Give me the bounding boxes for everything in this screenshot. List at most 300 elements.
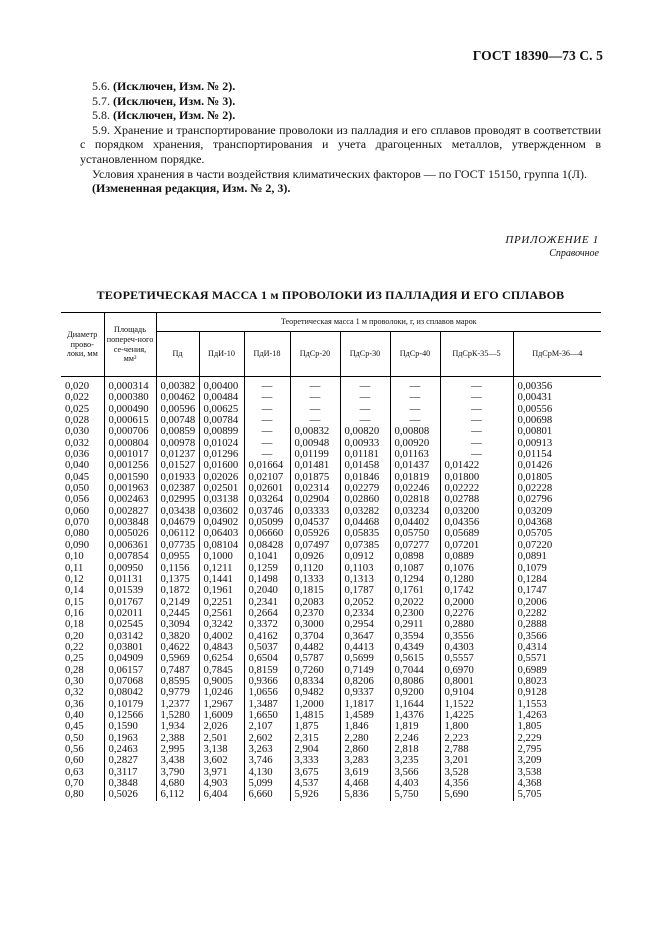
table-cell: 0,001017 — [104, 449, 156, 460]
table-cell: — — [340, 377, 390, 393]
table-cell: 0,00356 — [513, 377, 601, 393]
table-cell: 0,70 — [65, 777, 84, 790]
table-cell: 0,56 — [65, 743, 84, 755]
table-cell: — — [244, 449, 290, 460]
table-cell: 0,01664 — [244, 460, 290, 471]
table-cell: 0,2282 — [513, 608, 601, 619]
table-cell: 0,05835 — [340, 528, 390, 539]
table-cell: 2,229 — [513, 733, 601, 744]
table-cell: 0,63 — [65, 765, 84, 778]
table-cell: 0,00748 — [156, 415, 199, 426]
table-cell: 1,5280 — [156, 710, 199, 721]
table-cell: 0,8595 — [156, 676, 199, 687]
table-cell: 0,00920 — [390, 438, 440, 449]
table-cell: 0,060 — [65, 504, 90, 517]
table-cell: 0,2300 — [390, 608, 440, 619]
table-cell: 0,2341 — [244, 597, 290, 608]
table-cell: 3,790 — [156, 767, 199, 778]
table-cell: 0,00899 — [199, 426, 244, 437]
table-cell: 0,03333 — [290, 506, 340, 517]
table-cell: 0,03234 — [390, 506, 440, 517]
table-cell: 0,006361 — [104, 540, 156, 551]
table-cell: 1,805 — [513, 721, 601, 732]
table-cell: 0,02545 — [104, 619, 156, 630]
table-cell: 0,050 — [65, 482, 90, 495]
table-cell: 0,6254 — [199, 653, 244, 664]
clause-5-9: 5.9. Хранение и транспортирование проволоки из палладия и его сплавов проводят в соответствии с порядком хранения, транспортирования и учета драгоценных металлов, утвержденном в установленном порядке. — [80, 122, 601, 166]
table-cell: 0,045 — [65, 470, 90, 483]
table-cell: 0,7044 — [390, 665, 440, 676]
table-cell: 0,01846 — [340, 472, 390, 483]
table-cell: 0,040 — [65, 459, 90, 472]
table-row — [61, 755, 601, 766]
table-cell: 0,03209 — [513, 506, 601, 517]
appendix-type: Справочное — [549, 248, 599, 259]
table-cell: 2,315 — [290, 733, 340, 744]
table-cell: 3,235 — [390, 755, 440, 766]
table-cell: 0,0891 — [513, 551, 601, 562]
table-cell: 0,03138 — [199, 494, 244, 505]
table-cell: 3,333 — [290, 755, 340, 766]
table-cell: 5,705 — [513, 789, 601, 800]
table-cell: 0,8159 — [244, 665, 290, 676]
table-cell: 1,3487 — [244, 699, 290, 710]
header-grade: Пд — [156, 332, 199, 377]
table-cell: 0,14 — [65, 584, 84, 597]
table-cell: 0,9128 — [513, 687, 601, 698]
table-cell: 0,02818 — [390, 494, 440, 505]
table-cell: 0,2083 — [290, 597, 340, 608]
table-cell: 0,5969 — [156, 653, 199, 664]
table-cell: 0,1000 — [199, 551, 244, 562]
table-cell: 1,1817 — [340, 699, 390, 710]
table-cell: 0,04368 — [513, 517, 601, 528]
table-cell: 0,8206 — [340, 676, 390, 687]
table-cell: 0,003848 — [104, 517, 156, 528]
table-cell: 0,05750 — [390, 528, 440, 539]
table-cell: 0,01181 — [340, 449, 390, 460]
table-cell: — — [290, 392, 340, 403]
table-cell: 0,01805 — [513, 472, 601, 483]
table-cell: 0,10 — [65, 550, 84, 563]
table-cell: 0,36 — [65, 697, 84, 710]
table-cell: 0,07735 — [156, 540, 199, 551]
table-cell: 0,1590 — [104, 721, 156, 732]
table-cell: 0,03746 — [244, 506, 290, 517]
table-cell: 0,2880 — [440, 619, 513, 630]
table-cell: 1,846 — [340, 721, 390, 732]
table-cell: 3,971 — [199, 767, 244, 778]
table-cell: 0,056 — [65, 493, 90, 506]
table-cell: 4,903 — [199, 778, 244, 789]
table-cell: 2,795 — [513, 744, 601, 755]
table-cell: 0,3594 — [390, 631, 440, 642]
table-cell: 0,1079 — [513, 563, 601, 574]
table-cell: 0,08042 — [104, 687, 156, 698]
table-cell: 0,2334 — [340, 608, 390, 619]
table-cell: 0,000490 — [104, 404, 156, 415]
table-cell: 0,01875 — [290, 472, 340, 483]
table-cell: 0,2006 — [513, 597, 601, 608]
table-cell: 5,836 — [340, 789, 390, 800]
table-cell: 0,000380 — [104, 392, 156, 403]
table-cell: 0,7260 — [290, 665, 340, 676]
table-cell: 0,000804 — [104, 438, 156, 449]
table-cell: 0,000706 — [104, 426, 156, 437]
table-cell: 0,00808 — [390, 426, 440, 437]
table-cell: 0,1498 — [244, 574, 290, 585]
table-cell: 1,2000 — [290, 699, 340, 710]
clause-5-7: 5.7. (Исключен, Изм. № 3). — [92, 93, 236, 108]
table-cell: 0,02026 — [199, 472, 244, 483]
table-cell: 1,1522 — [440, 699, 513, 710]
table-cell: 1,875 — [290, 721, 340, 732]
table-cell: 0,002827 — [104, 506, 156, 517]
table-cell: — — [244, 377, 290, 393]
table-cell: 3,602 — [199, 755, 244, 766]
table-cell: 1,4225 — [440, 710, 513, 721]
table-cell: 0,20 — [65, 629, 84, 642]
table-cell: 0,15 — [65, 595, 84, 608]
table-cell: 3,746 — [244, 755, 290, 766]
table-cell: 0,000615 — [104, 415, 156, 426]
table-cell: 0,05099 — [244, 517, 290, 528]
table-cell: 3,283 — [340, 755, 390, 766]
table-cell: 0,00801 — [513, 426, 601, 437]
table-cell: 0,2445 — [156, 608, 199, 619]
table-cell: 1,4589 — [340, 710, 390, 721]
table-cell: 2,818 — [390, 744, 440, 755]
table-cell: 4,680 — [156, 778, 199, 789]
header-grades-span: Теоретическая масса 1 м проволоки, г, из сплавов марок — [156, 313, 601, 332]
table-cell: 0,01199 — [290, 449, 340, 460]
table-row — [61, 377, 601, 393]
table-cell: — — [244, 438, 290, 449]
header-grade: ПдСр-30 — [340, 332, 390, 377]
table-cell: 0,3000 — [290, 619, 340, 630]
table-cell: 0,07277 — [390, 540, 440, 551]
body-text — [80, 79, 601, 196]
table-row — [61, 619, 601, 630]
clause-5-6: 5.6. (Исключен, Изм. № 2). — [92, 79, 236, 93]
table-cell: 0,06660 — [244, 528, 290, 539]
table-cell: 0,022 — [65, 391, 90, 404]
table-cell: 0,2888 — [513, 619, 601, 630]
table-cell: 0,1041 — [244, 551, 290, 562]
table-cell: 0,1076 — [440, 563, 513, 574]
table-cell: 0,00859 — [156, 426, 199, 437]
table-cell: 0,025 — [65, 402, 90, 415]
table-row — [61, 392, 601, 403]
table-cell: 4,356 — [440, 778, 513, 789]
table-cell: — — [340, 392, 390, 403]
table-cell: 6,660 — [244, 789, 290, 800]
table-cell: 0,6970 — [440, 665, 513, 676]
table-cell: 0,03282 — [340, 506, 390, 517]
table-cell: 2,223 — [440, 733, 513, 744]
table-cell: 0,8023 — [513, 676, 601, 687]
table-cell: 0,00556 — [513, 404, 601, 415]
table-cell: 0,0912 — [340, 551, 390, 562]
table-cell: 0,7149 — [340, 665, 390, 676]
table-cell: 0,02601 — [244, 483, 290, 494]
table-cell: — — [440, 415, 513, 426]
table-cell: 0,002463 — [104, 494, 156, 505]
table-cell: 4,130 — [244, 767, 290, 778]
table-cell: 0,9005 — [199, 676, 244, 687]
table-cell: 1,0246 — [199, 687, 244, 698]
table-cell: 0,2370 — [290, 608, 340, 619]
table-cell: 3,675 — [290, 767, 340, 778]
table-cell: — — [390, 404, 440, 415]
header-grade: ПдИ-18 — [244, 332, 290, 377]
table-cell: 0,02222 — [440, 483, 513, 494]
table-cell: 0,00484 — [199, 392, 244, 403]
table-title: ТЕОРЕТИЧЕСКАЯ МАССА 1 м ПРОВОЛОКИ ИЗ ПАЛЛАДИЯ И ЕГО СПЛАВОВ — [96, 288, 565, 302]
table-cell: 1,934 — [156, 721, 199, 732]
table-cell: 0,00784 — [199, 415, 244, 426]
table-cell: 4,537 — [290, 778, 340, 789]
table-cell: 0,0889 — [440, 551, 513, 562]
table-cell: 0,01600 — [199, 460, 244, 471]
table-cell: 0,4303 — [440, 642, 513, 653]
table-cell: 0,02228 — [513, 483, 601, 494]
table-cell: 0,01296 — [199, 449, 244, 460]
table-cell: 0,2827 — [104, 755, 156, 766]
table-cell: 0,02501 — [199, 483, 244, 494]
table-cell: 0,02011 — [104, 608, 156, 619]
table-cell: 0,1280 — [440, 574, 513, 585]
table-cell: 0,028 — [65, 414, 90, 427]
table-cell: 0,01131 — [104, 574, 156, 585]
table-cell: 0,08104 — [199, 540, 244, 551]
table-cell: 0,4162 — [244, 631, 290, 642]
table-cell: 0,02246 — [390, 483, 440, 494]
table-cell: 0,2149 — [156, 597, 199, 608]
table-cell: 0,1294 — [390, 574, 440, 585]
table-cell: 2,904 — [290, 744, 340, 755]
table-cell: — — [290, 404, 340, 415]
header-grade: ПдСр-20 — [290, 332, 340, 377]
table-cell: 0,18 — [65, 618, 84, 631]
table-cell: 0,7845 — [199, 665, 244, 676]
table-cell: 0,07068 — [104, 676, 156, 687]
table-cell: 0,03264 — [244, 494, 290, 505]
table-cell: 0,02904 — [290, 494, 340, 505]
table-cell: 0,01237 — [156, 449, 199, 460]
page-header: ГОСТ 18390—73 С. 5 — [472, 48, 603, 63]
table-cell: 0,32 — [65, 686, 84, 699]
table-cell: — — [440, 404, 513, 415]
table-cell: 0,5699 — [340, 653, 390, 664]
table-cell: 0,1441 — [199, 574, 244, 585]
table-cell: — — [390, 415, 440, 426]
table-cell: 1,1644 — [390, 699, 440, 710]
table-cell: — — [440, 449, 513, 460]
table-row — [61, 789, 601, 800]
table-cell: 0,5557 — [440, 653, 513, 664]
table-cell: 0,01154 — [513, 449, 601, 460]
table-cell: 0,01527 — [156, 460, 199, 471]
table-cell: 3,209 — [513, 755, 601, 766]
appendix-number: ПРИЛОЖЕНИЕ 1 — [505, 234, 599, 246]
table-cell: 0,1961 — [199, 585, 244, 596]
table-cell: 0,3820 — [156, 631, 199, 642]
table-cell: 0,3848 — [104, 778, 156, 789]
table-cell: 0,25 — [65, 652, 84, 665]
table-row — [61, 653, 601, 664]
table-cell: 0,1313 — [340, 574, 390, 585]
table-cell: 0,12 — [65, 572, 84, 585]
table-cell: 0,2000 — [440, 597, 513, 608]
table-cell: 0,04909 — [104, 653, 156, 664]
table-cell: 0,01819 — [390, 472, 440, 483]
table-cell: 0,03200 — [440, 506, 513, 517]
table-cell: 0,9200 — [390, 687, 440, 698]
table-cell: — — [390, 392, 440, 403]
table-cell: — — [390, 377, 440, 393]
table-cell: 0,3372 — [244, 619, 290, 630]
table-cell: 0,1375 — [156, 574, 199, 585]
table-cell: 0,3242 — [199, 619, 244, 630]
table-cell: 0,3647 — [340, 631, 390, 642]
table-cell: 0,005026 — [104, 528, 156, 539]
table-cell: 1,819 — [390, 721, 440, 732]
table-cell: — — [340, 415, 390, 426]
table-cell: 0,04537 — [290, 517, 340, 528]
table-cell: 0,2561 — [199, 608, 244, 619]
table-cell: 0,00382 — [156, 377, 199, 393]
table-cell: 0,1787 — [340, 585, 390, 596]
header-diameter: Диаметр прово-локи, мм — [61, 313, 104, 377]
table-cell: 4,468 — [340, 778, 390, 789]
table-cell: 0,01539 — [104, 585, 156, 596]
table-cell: 0,02387 — [156, 483, 199, 494]
table-cell: 0,2040 — [244, 585, 290, 596]
table-cell: 0,00913 — [513, 438, 601, 449]
table-cell: 0,5571 — [513, 653, 601, 664]
table-cell: 0,6989 — [513, 665, 601, 676]
table-cell: — — [290, 377, 340, 393]
table-cell: 3,566 — [390, 767, 440, 778]
table-cell: 0,030 — [65, 425, 90, 438]
table-cell: 0,00400 — [199, 377, 244, 393]
table-cell: 0,7487 — [156, 665, 199, 676]
table-cell: 0,05926 — [290, 528, 340, 539]
table-cell: 0,1259 — [244, 563, 290, 574]
table-cell: 0,1120 — [290, 563, 340, 574]
header-grade: ПдСрК-35—5 — [440, 332, 513, 377]
table-cell: 0,00462 — [156, 392, 199, 403]
table-cell: 0,08428 — [244, 540, 290, 551]
table-cell: 0,2463 — [104, 744, 156, 755]
table-cell: 0,01458 — [340, 460, 390, 471]
table-cell: 0,4314 — [513, 642, 601, 653]
table-cell: 0,03438 — [156, 506, 199, 517]
table-cell: 0,2664 — [244, 608, 290, 619]
table-cell: 0,16 — [65, 606, 84, 619]
table-cell: 2,788 — [440, 744, 513, 755]
table-cell: 1,2377 — [156, 699, 199, 710]
table-cell: 0,080 — [65, 527, 90, 540]
table-cell: 0,5787 — [290, 653, 340, 664]
table-cell: 3,538 — [513, 767, 601, 778]
table-cell: 0,04902 — [199, 517, 244, 528]
table-cell: 1,0656 — [244, 687, 290, 698]
table-cell: 0,02788 — [440, 494, 513, 505]
table-cell: 0,03801 — [104, 642, 156, 653]
table-cell: 0,50 — [65, 731, 84, 744]
table-cell: 5,750 — [390, 789, 440, 800]
table-cell: 0,001590 — [104, 472, 156, 483]
table-cell: 0,4002 — [199, 631, 244, 642]
table-cell: 0,04468 — [340, 517, 390, 528]
table-cell: 0,3566 — [513, 631, 601, 642]
table-cell: 0,4413 — [340, 642, 390, 653]
table-cell: 0,10179 — [104, 699, 156, 710]
table-cell: 0,2251 — [199, 597, 244, 608]
table-cell: 5,926 — [290, 789, 340, 800]
table-cell: 0,05689 — [440, 528, 513, 539]
table-cell: 0,02860 — [340, 494, 390, 505]
table-cell: 0,3117 — [104, 767, 156, 778]
table-cell: 0,00596 — [156, 404, 199, 415]
mass-table — [61, 312, 601, 801]
table-cell: 0,1103 — [340, 563, 390, 574]
table-cell: 0,1087 — [390, 563, 440, 574]
table-cell: 0,06157 — [104, 665, 156, 676]
table-cell: 1,4376 — [390, 710, 440, 721]
table-cell: 0,00950 — [104, 563, 156, 574]
table-cell: 0,3094 — [156, 619, 199, 630]
table-cell: 0,01481 — [290, 460, 340, 471]
table-cell: 0,5026 — [104, 789, 156, 800]
table-cell: 0,9104 — [440, 687, 513, 698]
table-cell: 0,4349 — [390, 642, 440, 653]
table-cell: 0,06403 — [199, 528, 244, 539]
table-cell: 0,0926 — [290, 551, 340, 562]
table-cell: 2,280 — [340, 733, 390, 744]
table-cell: 0,00948 — [290, 438, 340, 449]
table-cell: 2,602 — [244, 733, 290, 744]
table-cell: 0,1815 — [290, 585, 340, 596]
table-cell: 0,4482 — [290, 642, 340, 653]
table-cell: 0,02314 — [290, 483, 340, 494]
table-cell: 2,107 — [244, 721, 290, 732]
table-cell: 2,860 — [340, 744, 390, 755]
table-cell: 0,036 — [65, 448, 90, 461]
table-cell: 0,06112 — [156, 528, 199, 539]
clause-5-8: 5.8. (Исключен, Изм. № 2). — [92, 108, 236, 123]
table-cell: 0,00933 — [340, 438, 390, 449]
table-cell: 0,07497 — [290, 540, 340, 551]
table-cell: 0,8334 — [290, 676, 340, 687]
table-cell: 0,80 — [65, 788, 84, 801]
table-cell: 0,04402 — [390, 517, 440, 528]
table-cell: 0,01422 — [440, 460, 513, 471]
table-cell: 0,01426 — [513, 460, 601, 471]
table-cell: — — [244, 415, 290, 426]
header-grade: ПдИ-10 — [199, 332, 244, 377]
appendix-label — [505, 234, 599, 259]
table-cell: 1,2967 — [199, 699, 244, 710]
table-cell: 0,07385 — [340, 540, 390, 551]
table-cell: 3,438 — [156, 755, 199, 766]
table-cell: 0,9779 — [156, 687, 199, 698]
table-cell: 2,501 — [199, 733, 244, 744]
table-cell: 0,01800 — [440, 472, 513, 483]
table-cell: 0,22 — [65, 640, 84, 653]
